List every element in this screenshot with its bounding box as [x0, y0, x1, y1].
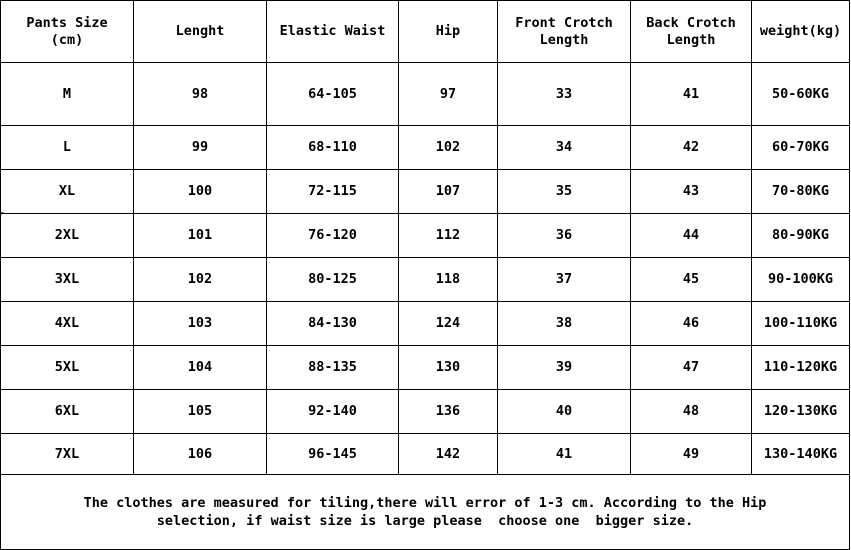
waist-cell: 88-135 — [267, 346, 399, 390]
header-text-sub: Length — [539, 31, 589, 48]
header-cell-length — [134, 1, 267, 63]
weight-cell: 110-120KG — [752, 346, 850, 390]
hip-cell: 102 — [399, 126, 498, 170]
hip-cell: 112 — [399, 214, 498, 258]
size-cell: M — [1, 63, 134, 126]
waist-cell: 92-140 — [267, 390, 399, 434]
waist-cell: 96-145 — [267, 434, 399, 475]
note-row — [1, 475, 850, 550]
weight-cell: 120-130KG — [752, 390, 850, 434]
front-crotch-cell: 36 — [498, 214, 631, 258]
front-crotch-cell: 38 — [498, 302, 631, 346]
note-line-2: selection, if waist size is large please choose one bigger size. — [156, 513, 694, 529]
table-row — [1, 434, 850, 475]
front-crotch-cell: 34 — [498, 126, 631, 170]
waist-cell: 84-130 — [267, 302, 399, 346]
back-crotch-cell: 45 — [631, 258, 752, 302]
front-crotch-cell: 40 — [498, 390, 631, 434]
waist-cell: 76-120 — [267, 214, 399, 258]
back-crotch-cell: 44 — [631, 214, 752, 258]
table-row — [1, 126, 850, 170]
header-cell-weight — [752, 1, 850, 63]
header-text: Pants Size — [26, 14, 108, 31]
note-line-1: The clothes are measured for tiling,there will error of 1-3 cm. According to the Hip — [83, 495, 767, 511]
hip-cell: 107 — [399, 170, 498, 214]
header-cell-back-crotch — [631, 1, 752, 63]
header-text: Elastic Waist — [279, 23, 386, 39]
weight-cell: 130-140KG — [752, 434, 850, 475]
waist-cell: 68-110 — [267, 126, 399, 170]
waist-cell: 64-105 — [267, 63, 399, 126]
header-cell-front-crotch — [498, 1, 631, 63]
waist-cell: 72-115 — [267, 170, 399, 214]
header-text: Front Crotch — [515, 14, 613, 31]
header-text: Back Crotch — [646, 14, 736, 31]
size-cell: 6XL — [1, 390, 134, 434]
weight-cell: 80-90KG — [752, 214, 850, 258]
hip-cell: 97 — [399, 63, 498, 126]
back-crotch-cell: 41 — [631, 63, 752, 126]
weight-cell: 70-80KG — [752, 170, 850, 214]
length-cell: 99 — [134, 126, 267, 170]
size-cell: 3XL — [1, 258, 134, 302]
back-crotch-cell: 48 — [631, 390, 752, 434]
header-cell-hip — [399, 1, 498, 63]
length-cell: 105 — [134, 390, 267, 434]
measurement-note — [1, 475, 850, 550]
weight-cell: 100-110KG — [752, 302, 850, 346]
header-text: Lenght — [175, 23, 225, 39]
size-cell: 5XL — [1, 346, 134, 390]
back-crotch-cell: 46 — [631, 302, 752, 346]
front-crotch-cell: 33 — [498, 63, 631, 126]
header-cell-pants-size — [1, 1, 134, 63]
weight-cell: 50-60KG — [752, 63, 850, 126]
table-row — [1, 214, 850, 258]
size-cell: 2XL — [1, 214, 134, 258]
front-crotch-cell: 35 — [498, 170, 631, 214]
hip-cell: 136 — [399, 390, 498, 434]
table-row — [1, 346, 850, 390]
header-text: weight(kg) — [759, 23, 842, 39]
header-text: Hip — [435, 23, 461, 39]
hip-cell: 130 — [399, 346, 498, 390]
back-crotch-cell: 43 — [631, 170, 752, 214]
length-cell: 100 — [134, 170, 267, 214]
size-cell: 7XL — [1, 434, 134, 475]
size-cell: XL — [1, 170, 134, 214]
size-cell: L — [1, 126, 134, 170]
front-crotch-cell: 41 — [498, 434, 631, 475]
table-row — [1, 258, 850, 302]
length-cell: 106 — [134, 434, 267, 475]
length-cell: 103 — [134, 302, 267, 346]
back-crotch-cell: 47 — [631, 346, 752, 390]
header-cell-elastic-waist — [267, 1, 399, 63]
table-row — [1, 302, 850, 346]
length-cell: 101 — [134, 214, 267, 258]
length-cell: 98 — [134, 63, 267, 126]
table-row — [1, 63, 850, 126]
weight-cell: 90-100KG — [752, 258, 850, 302]
hip-cell: 124 — [399, 302, 498, 346]
back-crotch-cell: 42 — [631, 126, 752, 170]
table-row — [1, 170, 850, 214]
weight-cell: 60-70KG — [752, 126, 850, 170]
hip-cell: 118 — [399, 258, 498, 302]
header-text-sub: Length — [666, 31, 716, 48]
header-text-sub: (cm) — [50, 31, 84, 48]
front-crotch-cell: 37 — [498, 258, 631, 302]
length-cell: 104 — [134, 346, 267, 390]
back-crotch-cell: 49 — [631, 434, 752, 475]
table-row — [1, 390, 850, 434]
hip-cell: 142 — [399, 434, 498, 475]
length-cell: 102 — [134, 258, 267, 302]
front-crotch-cell: 39 — [498, 346, 631, 390]
header-row — [1, 1, 850, 63]
waist-cell: 80-125 — [267, 258, 399, 302]
size-cell: 4XL — [1, 302, 134, 346]
